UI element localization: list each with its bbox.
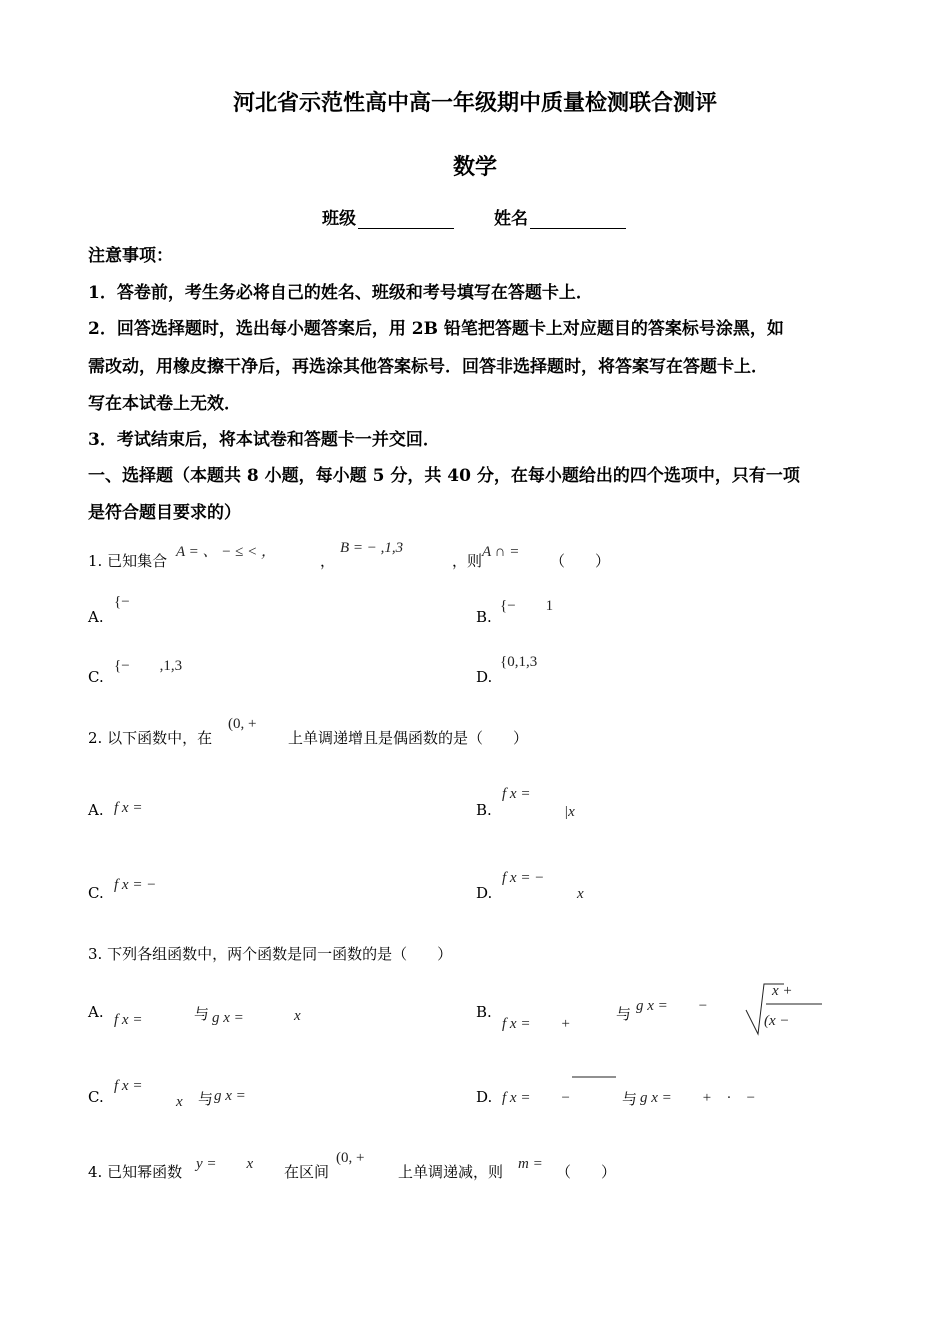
- option-label: A.: [88, 801, 104, 819]
- math-expression: A ∩ =: [482, 544, 520, 560]
- option-math: f x =: [502, 786, 531, 802]
- option-math: {− 1: [500, 598, 554, 614]
- option-math: f x =: [114, 800, 143, 816]
- option-math: {−: [114, 594, 130, 610]
- question-1: [88, 540, 868, 570]
- option-label: D.: [476, 668, 493, 686]
- option-math: g x =: [212, 1010, 244, 1026]
- option-connector: 与: [622, 1090, 638, 1108]
- question-stem: 上单调递增且是偶函数的是（ ）: [288, 729, 529, 747]
- question-stem: 1. 已知集合: [88, 552, 168, 570]
- option-math: g x = −: [636, 998, 708, 1014]
- question-stem: ，: [320, 552, 336, 570]
- option-label: B.: [476, 1003, 492, 1021]
- answer-paren: （ ）: [556, 1163, 617, 1181]
- name-label: 姓名: [494, 209, 528, 229]
- answer-paren: （ ）: [550, 552, 611, 570]
- option-label: A.: [88, 608, 104, 626]
- option-label: D.: [476, 884, 493, 902]
- math-expression: m =: [518, 1156, 543, 1172]
- option-math-denominator: x: [577, 886, 584, 902]
- option-math: f x = +: [502, 1016, 571, 1032]
- option-label: D.: [476, 1088, 493, 1106]
- notice-item: 1．答卷前，考生务必将自己的姓名、班级和考号填写在答题卡上．: [88, 283, 593, 303]
- question-stem: ，则: [452, 552, 483, 570]
- option-connector: 与: [194, 1005, 210, 1023]
- option-label: B.: [476, 608, 492, 626]
- section-heading: 一、选择题（本题共 8 小题，每小题 5 分，共 40 分，在每小题给出的四个选项中，只有一项: [88, 466, 800, 486]
- notice-item: 需改动，用橡皮擦干净后，再选涂其他答案标号．回答非选择题时，将答案写在答题卡上．: [88, 357, 768, 377]
- option-label: B.: [476, 801, 492, 819]
- name-field: [494, 204, 626, 229]
- option-math: g x =: [214, 1088, 246, 1104]
- option-math: g x = + · −: [640, 1090, 756, 1106]
- option-math: f x = −: [114, 877, 157, 893]
- question-stem: 4. 已知幂函数: [88, 1163, 183, 1181]
- option-math: f x =: [114, 1078, 143, 1094]
- notice-item: 写在本试卷上无效．: [88, 394, 241, 414]
- option-math-denominator: x: [176, 1094, 183, 1110]
- subject-title: 数学: [452, 154, 497, 180]
- class-blank: [358, 210, 454, 229]
- question-stem: 3. 下列各组函数中，两个函数是同一函数的是（ ）: [88, 945, 453, 963]
- option-label: A.: [88, 1003, 104, 1021]
- radical-bar-icon: [572, 1074, 618, 1080]
- math-expression: y = x: [196, 1156, 254, 1172]
- math-expression: (0, +: [336, 1150, 365, 1166]
- class-field: [322, 204, 454, 229]
- option-connector: 与: [198, 1090, 214, 1108]
- section-heading-cont: 是符合题目要求的）: [88, 503, 241, 523]
- option-math-numerator: x +: [772, 983, 793, 999]
- sqrt-sign-icon: [744, 980, 824, 1036]
- option-label: C.: [88, 884, 104, 902]
- option-label: C.: [88, 668, 104, 686]
- name-blank: [530, 210, 626, 229]
- math-expression: B = − ,1,3: [340, 540, 404, 556]
- page-title: 河北省示范性高中高一年级期中质量检测联合测评: [232, 90, 717, 116]
- question-stem: 2. 以下函数中，在: [88, 729, 213, 747]
- option-math-denominator: |x: [564, 804, 575, 820]
- option-connector: 与: [616, 1005, 632, 1023]
- option-math-denominator: (x −: [764, 1013, 790, 1029]
- class-label: 班级: [322, 209, 356, 229]
- notice-item: 2．回答选择题时，选出每小题答案后，用 2B 铅笔把答题卡上对应题目的答案标号涂黑，如: [88, 319, 784, 339]
- option-math: {0,1,3: [500, 654, 538, 670]
- math-expression: A = 、 − ≤ < ，: [176, 544, 276, 560]
- option-math: f x = −: [502, 1090, 571, 1106]
- question-stem: 上单调递减，则: [398, 1163, 504, 1181]
- option-label: C.: [88, 1088, 104, 1106]
- option-math-fraction: x: [294, 1008, 301, 1024]
- question-stem: 在区间: [284, 1163, 330, 1181]
- math-expression: (0, +: [228, 716, 257, 732]
- notice-item: 3．考试结束后，将本试卷和答题卡一并交回．: [88, 430, 440, 450]
- option-math: f x =: [114, 1012, 143, 1028]
- option-math: f x = −: [502, 870, 545, 886]
- notice-heading: 注意事项：: [88, 246, 173, 266]
- option-math: {− ,1,3: [114, 658, 183, 674]
